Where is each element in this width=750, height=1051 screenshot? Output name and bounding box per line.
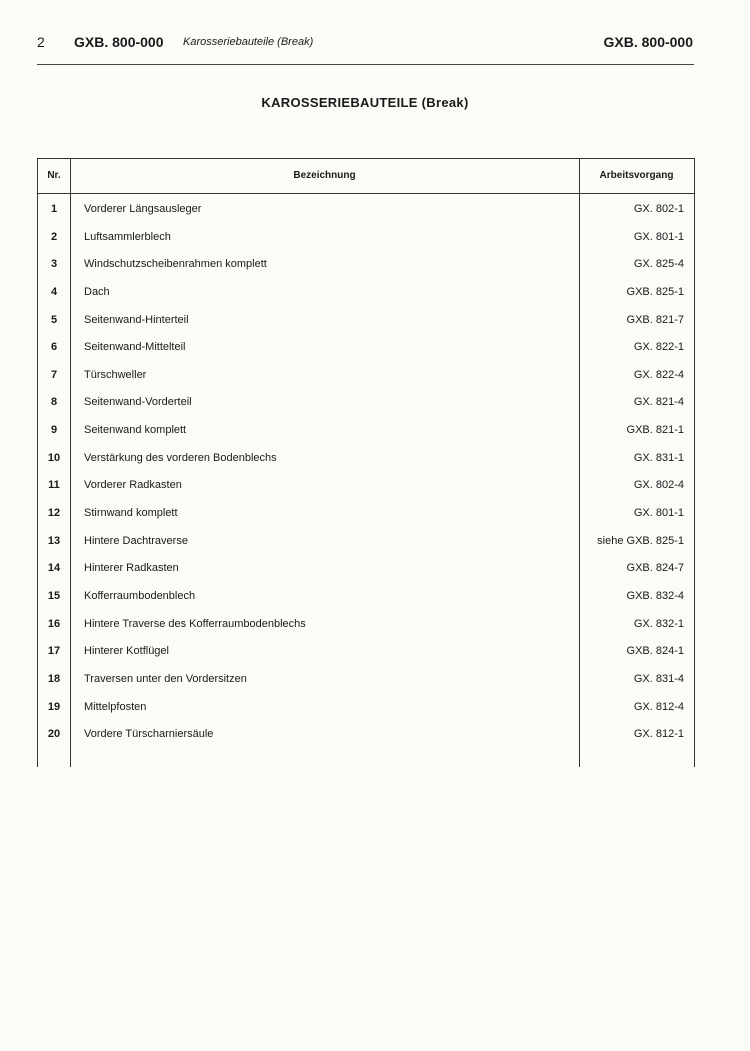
row-bezeichnung: Verstärkung des vorderen Bodenblechs [84,451,277,464]
table-row [38,333,694,361]
row-number: 1 [50,203,58,215]
table-row [38,471,694,499]
table-row [38,527,694,555]
row-number: 13 [47,534,61,547]
table-row [38,637,694,665]
row-number: 19 [47,700,61,713]
row-number: 7 [50,368,58,381]
row-bezeichnung: Windschutzscheibenrahmen komplett [84,258,267,271]
table-row [38,361,694,389]
row-arbeitsvorgang: GX. 812-4 [633,700,684,713]
table-row [38,665,694,693]
row-bezeichnung: Vorderer Radkasten [84,479,182,492]
column-header-bezeichnung: Bezeichnung [293,170,356,181]
table-row [38,444,694,472]
row-bezeichnung: Hinterer Kotflügel [84,645,169,658]
row-arbeitsvorgang: GX. 812-1 [633,728,684,741]
table-row [38,610,694,638]
table-row [38,306,694,334]
row-bezeichnung: Luftsammlerblech [84,230,171,243]
row-number: 18 [47,672,61,685]
row-bezeichnung: Dach [84,285,110,298]
row-bezeichnung: Hintere Traverse des Kofferraumbodenblechs [84,617,306,630]
row-arbeitsvorgang: GX. 831-1 [633,451,684,464]
row-arbeitsvorgang: GX. 822-4 [633,368,684,381]
row-arbeitsvorgang: GX. 821-4 [633,396,684,409]
row-arbeitsvorgang: GX. 801-1 [633,507,684,520]
table-row [38,554,694,582]
table-row [38,693,694,721]
table-row [38,499,694,527]
row-number: 3 [50,258,58,271]
row-arbeitsvorgang: GXB. 824-7 [626,562,684,575]
table-row [38,278,694,306]
table-row [38,720,694,748]
row-arbeitsvorgang: GXB. 824-1 [626,645,684,658]
page-number: 2 [37,34,45,50]
table-row [38,388,694,416]
row-arbeitsvorgang: GX. 801-1 [633,230,684,243]
row-number: 9 [50,424,58,437]
row-bezeichnung: Seitenwand-Mittelteil [84,341,186,354]
row-number: 11 [48,479,60,492]
row-arbeitsvorgang: GXB. 821-1 [626,424,684,437]
row-arbeitsvorgang: GX. 822-1 [633,341,684,354]
row-bezeichnung: Seitenwand komplett [84,424,187,437]
row-number: 20 [47,728,61,741]
row-bezeichnung: Vordere Türscharniersäule [84,728,214,741]
row-number: 4 [50,285,58,298]
row-bezeichnung: Stirnwand komplett [84,507,178,520]
row-bezeichnung: Kofferraumbodenblech [84,589,196,602]
column-header-arbeitsvorgang: Arbeitsvorgang [599,170,674,181]
page-title: KAROSSERIEBAUTEILE (Break) [261,95,469,110]
header-rule [37,64,694,65]
parts-table [37,158,695,767]
row-number: 10 [47,451,61,464]
document-code-right: GXB. 800-000 [603,34,693,50]
row-bezeichnung: Mittelpfosten [84,700,147,713]
row-arbeitsvorgang: GXB. 832-4 [626,589,684,602]
row-arbeitsvorgang: GX. 831-4 [633,672,684,685]
row-bezeichnung: Hinterer Radkasten [84,562,179,575]
row-bezeichnung: Seitenwand-Vorderteil [84,396,192,409]
row-bezeichnung: Vorderer Längsausleger [84,203,202,215]
document-subtitle: Karosseriebauteile (Break) [183,36,314,48]
row-number: 17 [47,645,61,658]
row-number: 16 [47,617,61,630]
row-arbeitsvorgang: GX. 825-4 [633,258,684,271]
table-row [38,582,694,610]
row-arbeitsvorgang: GX. 802-4 [633,479,684,492]
row-number: 15 [47,589,61,602]
row-arbeitsvorgang: GX. 802-1 [633,203,684,215]
table-row [38,250,694,278]
row-bezeichnung: Seitenwand-Hinterteil [84,313,189,326]
row-number: 12 [47,507,61,520]
row-bezeichnung: Traversen unter den Vordersitzen [84,672,247,685]
row-arbeitsvorgang: siehe GXB. 825-1 [597,534,684,547]
row-bezeichnung: Türschweller [84,368,147,381]
table-row [38,416,694,444]
column-header-nr: Nr. [47,170,61,181]
row-arbeitsvorgang: GXB. 825-1 [626,285,684,298]
document-code: GXB. 800-000 [74,34,164,50]
row-number: 5 [50,313,58,326]
row-number: 2 [50,230,58,243]
row-arbeitsvorgang: GX. 832-1 [633,617,684,630]
table-header [38,159,694,194]
table-body [38,195,694,748]
row-number: 6 [50,341,58,354]
row-number: 8 [50,396,58,409]
row-number: 14 [47,562,61,575]
row-bezeichnung: Hintere Dachtraverse [84,534,188,547]
table-row [38,223,694,251]
table-row [38,195,694,223]
row-arbeitsvorgang: GXB. 821-7 [626,313,684,326]
page-header [37,34,693,54]
